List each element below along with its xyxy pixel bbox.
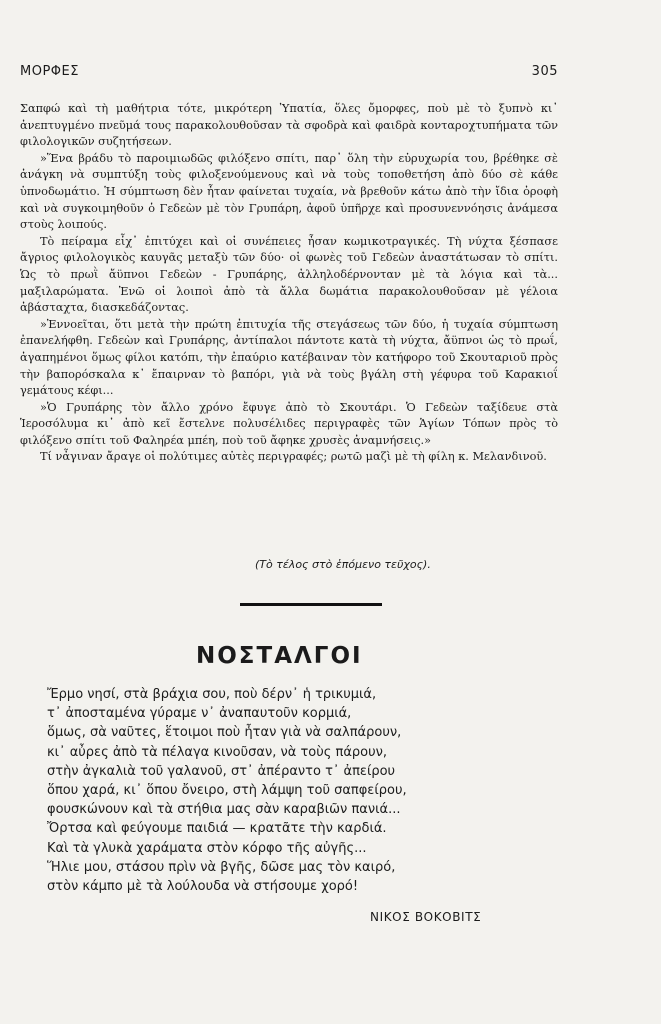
magazine-title: ΜΟΡΦΕΣ (20, 64, 79, 79)
paragraph: »Ἕνα βράδυ τὸ παροιμιωδῶς φιλόξενο σπίτι, παρ᾽ ὅλη τὴν εὐρυχωρία του, βρέθηκε σὲ ἀνάγκη νὰ συμπτύξη τοὺς φιλοξενούμενους καὶ νὰ τοὺς τοποθετήση ἀπὸ δύο σὲ κάθε ὑπνοδωμάτιο. Ἡ σύμπτωση δὲν ἦταν φαίνεται τυχαία, νὰ βρεθοῦν κάτω ἀπὸ τὴν ἴδια ὀροφὴ καὶ νὰ συγκοιμηθοῦν ὁ Γεδεὼν μὲ τὸν Γρυπάρη, ἀφοῦ ὑπῆρχε καὶ προσυνεννόησις ἀνάμεσα στοὺς λοιπούς. (20, 151, 558, 232)
section-divider (240, 603, 382, 606)
article-text (20, 101, 558, 466)
poem-title: ΝΟΣΤΑΛΓΟΙ (196, 643, 363, 669)
poem-line: Ἥλιε μου, στάσου πρὶν νὰ βγῆς, δῶσε μας τὸν καιρό, (47, 859, 396, 875)
poem-line: κι᾽ αὖρες ἀπὸ τὰ πέλαγα κινοῦσαν, νὰ τοὺς πάρουν, (47, 744, 388, 760)
poem-author: ΝΙΚΟΣ ΒΟΚΟΒΙΤΣ (370, 910, 482, 924)
poem-line: ὅμως, σὰ ναῦτες, ἕτοιμοι ποὺ ἦταν γιὰ νὰ σαλπάρουν, (47, 725, 402, 741)
continued-note: (Τὸ τέλος στὸ ἑπόμενο τεῦχος). (255, 558, 431, 571)
poem-line: τ᾽ ἀποσταμένα γύραμε ν᾽ ἀναπαυτοῦν κορμιά, (47, 706, 352, 722)
paragraph: Τὸ πείραμα εἶχ᾽ ἐπιτύχει καὶ οἱ συνέπειες ἦσαν κωμικοτραγικές. Τὴ νύχτα ξέσπασε ἄγριος φιλολογικὸς καυγᾶς μεταξὺ τῶν δύο· οἱ φωνὲς τοῦ Γεδεὼν ἀναστάτωσαν τὸ σπίτι. Ὡς τὸ πρωῒ ἄϋπνοι Γεδεὼν - Γρυπάρης, ἀλληλοδέρνονταν μὲ τὰ λόγια καὶ τὰ... μαξιλαρώματα. Ἐνῶ οἱ λοιποὶ ἀπὸ τὰ ἄλλα δωμάτια παρακολουθοῦσαν μὲ γέλοια ἀβάσταχτα, διασκεδάζοντας. (20, 234, 558, 315)
paragraph: Τί νἆγιναν ἄραγε οἱ πολύτιμες αὐτὲς περιγραφές; ρωτῶ μαζὶ μὲ τὴ φίλη κ. Μελανδινοῦ. (40, 450, 547, 464)
poem-line: Ἔρμο νησί, στὰ βράχια σου, ποὺ δέρν᾽ ἡ τρικυμιά, (47, 687, 377, 702)
poem-line: στὸν κάμπο μὲ τὰ λούλουδα νὰ στήσουμε χορό! (47, 879, 359, 895)
paragraph: Σαπφώ καὶ τὴ μαθήτρια τότε, μικρότερη Ὑπατία, ὅλες ὄμορφες, ποὺ μὲ τὸ ξυπνὸ κι᾽ ἀνεπτυγμένο πνεῦμά τους παρακολουθοῦσαν τὰ σφοδρὰ καὶ φαιδρὰ κονταροχτυπήματα τῶν φιλολογικῶν συζητήσεων. (20, 102, 558, 149)
page-number: 305 (531, 64, 558, 79)
poem-line: φουσκώνουν καὶ τὰ στήθια μας σὰν καραβιῶν πανιά... (47, 802, 401, 818)
poem-line: Ὄρτσα καὶ φεύγουμε παιδιά — κρατᾶτε τὴν καρδιά. (47, 821, 387, 837)
paragraph: »Ὁ Γρυπάρης τὸν ἄλλο χρόνο ἔφυγε ἀπὸ τὸ Σκουτάρι. Ὁ Γεδεὼν ταξίδευε στὰ Ἱεροσόλυμα κι᾽ ἀπὸ κεῖ ἔστελνε πολυσέλιδες περιγραφὲς τῶν Ἁγίων Τόπων πρὸς τὸ φιλόξενο σπίτι τοῦ Φαληρέα μπέη, ποὺ τοῦ ἄφηκε χρυσὲς ἀναμνήσεις.» (20, 400, 558, 447)
paragraph: »Ἐννοεῖται, ὅτι μετὰ τὴν πρώτη ἐπιτυχία τῆς στεγάσεως τῶν δύο, ἡ τυχαία σύμπτωση ἐπανελήφθη. Γεδεὼν καὶ Γρυπάρης, ἀντίπαλοι πάντοτε κατὰ τὴ νύχτα, ἄϋπνοι ὡς τὸ πρωΐ, ἀγαπημένοι ὅμως φίλοι κατόπι, τὴν ἐπαύριο κατέβαιναν τὸν κατήφορο τοῦ Σκουταριοῦ πρὸς τὴν βαπορόσκαλα κ᾽ ἔπαιρναν τὸ βαπόρι, γιὰ νὰ τοὺς βγάλη στὴ γέφυρα τοῦ Καρακιοΐ γεμάτους κέφι... (20, 317, 558, 398)
poem-line: Καὶ τὰ γλυκὰ χαράματα στὸν κόρφο τῆς αὐγῆς... (47, 840, 367, 856)
poem-body (47, 685, 547, 896)
poem-line: ὅπου χαρά, κι᾽ ὅπου ὄνειρο, στὴ λάμψη τοῦ σαπφείρου, (47, 783, 407, 799)
poem-line: στὴν ἀγκαλιὰ τοῦ γαλανοῦ, στ᾽ ἀπέραντο τ᾽ ἀπείρου (47, 763, 396, 779)
